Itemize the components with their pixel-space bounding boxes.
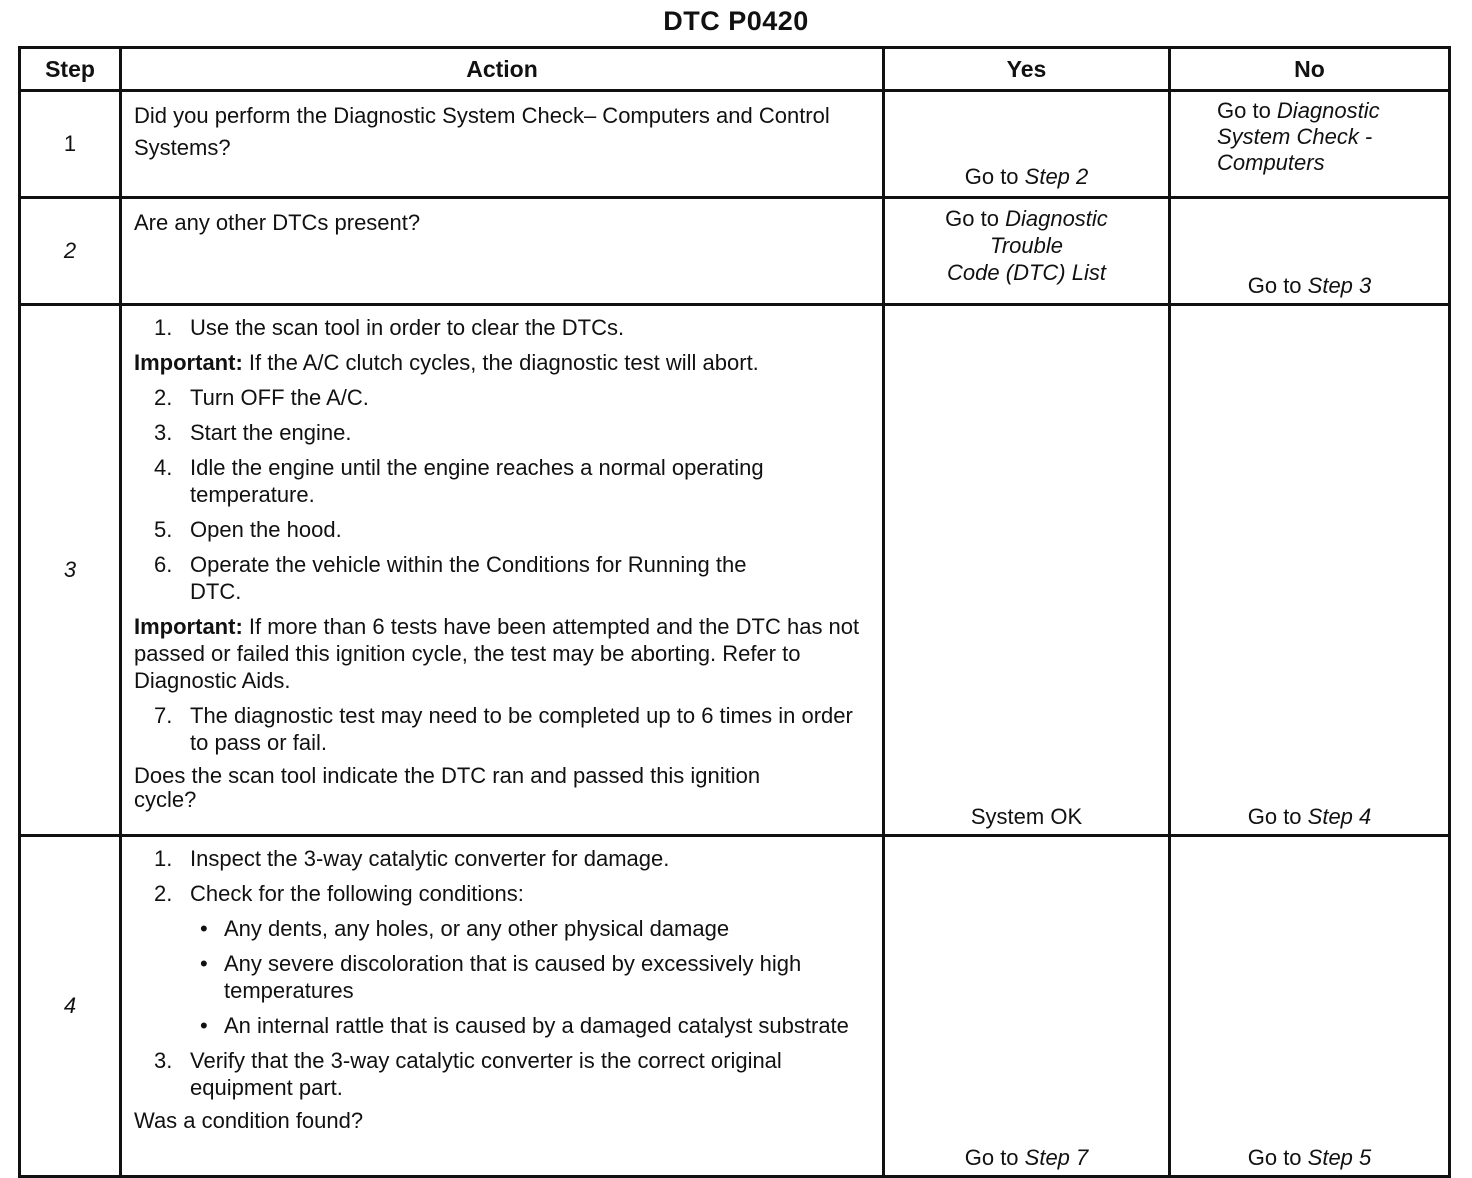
yes-cell [884,836,1170,1177]
no-prefix: Go to [1247,804,1308,829]
yes-prefix: Go to [964,1145,1025,1170]
table-header-row [20,48,1450,91]
list-item: 2. Turn OFF the A/C. [154,385,369,410]
action-list [134,845,872,907]
list-item: 4. Idle the engine until the engine reaches a normal operating temperature. [154,455,764,507]
bullet-icon: • [200,951,208,976]
yes-step-ref: Step 7 [1024,1145,1089,1170]
header-action: Action [121,48,884,91]
list-item: • Any dents, any holes, or any other physical damage [200,916,730,941]
no-ref-line-3: Computers [1217,150,1325,175]
no-prefix: Go to [1247,273,1308,298]
no-step-ref: Step 4 [1307,804,1372,829]
no-ref-line-2: System Check - [1217,124,1373,149]
action-question: Are any other DTCs present? [134,210,421,235]
list-item: 3. Start the engine. [154,420,352,445]
action-list [134,1047,872,1101]
list-item: 7. The diagnostic test may need to be completed up to 6 times in order to pass or fail. [154,703,853,755]
yes-result: System OK [970,804,1083,829]
no-cell [1170,198,1450,305]
step-number: 4 [20,836,121,1177]
list-item: • An internal rattle that is caused by a damaged catalyst substrate [200,1013,849,1038]
dtc-table [18,46,1451,1178]
yes-ref-line-2: Trouble [990,233,1063,258]
condition-list [134,915,872,1039]
action-cell [121,305,884,836]
action-cell [121,836,884,1177]
action-list [134,702,872,756]
header-no: No [1170,48,1450,91]
yes-prefix: Go to [964,164,1025,189]
no-prefix: Go to [1247,1145,1308,1170]
no-cell [1170,836,1450,1177]
table-row [20,305,1450,836]
no-ref-line-1: Diagnostic [1276,98,1380,123]
list-item: 5. Open the hood. [154,517,342,542]
yes-cell [884,305,1170,836]
no-cell [1170,91,1450,198]
yes-cell [884,91,1170,198]
step-number: 2 [20,198,121,305]
table-row [20,91,1450,198]
list-item: 6. Operate the vehicle within the Conditions for Running the DTC. [154,552,747,604]
action-list [134,384,872,605]
bullet-icon: • [200,916,208,941]
list-item: 3. Verify that the 3-way catalytic converter is the correct original equipment part. [154,1048,782,1100]
bullet-icon: • [200,1013,208,1038]
header-yes: Yes [884,48,1170,91]
action-list [134,314,872,341]
action-question: Did you perform the Diagnostic System Check– Computers and Control Systems? [134,103,830,160]
no-step-ref: Step 5 [1307,1145,1372,1170]
yes-prefix: Go to [945,206,1006,231]
no-cell [1170,305,1450,836]
action-question: Was a condition found? [134,1108,364,1133]
list-item: 1. Inspect the 3-way catalytic converter for damage. [154,846,670,871]
yes-ref-line-3: Code (DTC) List [947,260,1106,285]
step-number: 1 [20,91,121,198]
yes-step-ref: Step 2 [1024,164,1089,189]
list-item: 1. Use the scan tool in order to clear the DTCs. [154,315,625,340]
step-number: 3 [20,305,121,836]
table-row [20,836,1450,1177]
action-cell [121,198,884,305]
table-row [20,198,1450,305]
action-question: Does the scan tool indicate the DTC ran and passed this ignition cycle? [134,763,761,812]
header-step: Step [20,48,121,91]
action-cell [121,91,884,198]
yes-cell [884,198,1170,305]
list-item: 2. Check for the following conditions: [154,881,524,906]
list-item: • Any severe discoloration that is caused by excessively high temperatures [200,951,802,1003]
no-prefix: Go to [1217,98,1277,123]
yes-ref-line-1: Diagnostic [1005,206,1108,231]
important-note: Important: If more than 6 tests have been attempted and the DTC has not passed or failed this ignition cycle, the test may be aborting. Refer to Diagnostic Aids. [134,614,860,693]
no-step-ref: Step 3 [1307,273,1372,298]
important-note: Important: If the A/C clutch cycles, the diagnostic test will abort. [134,350,759,375]
page-title: DTC P0420 [663,6,809,36]
